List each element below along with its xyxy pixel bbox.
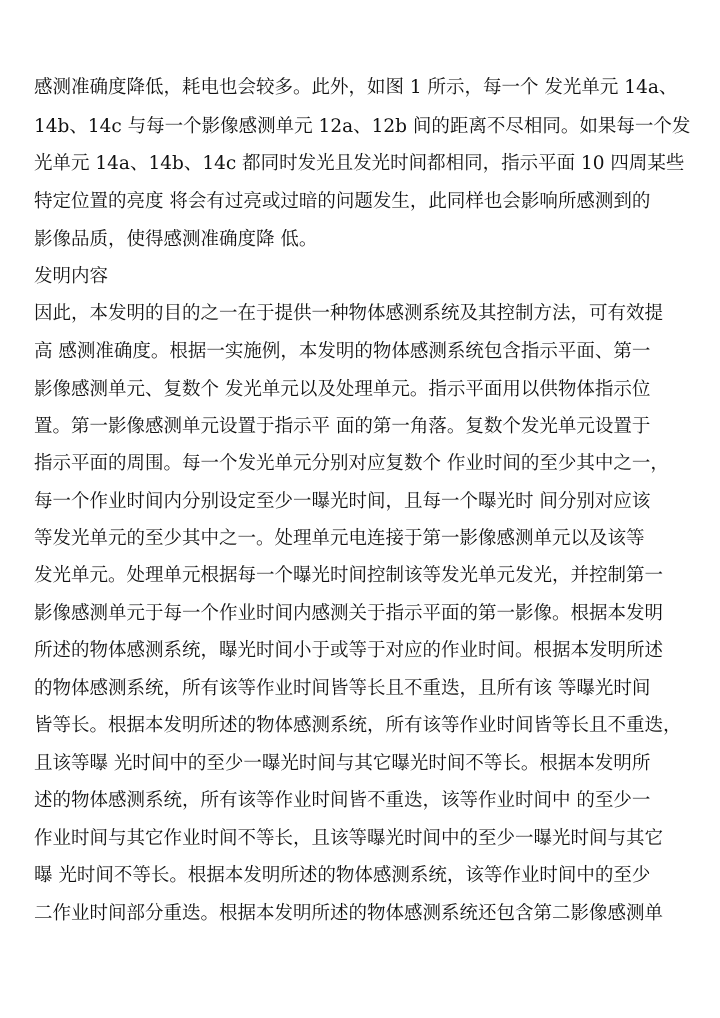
text-line-23: 二作业时间部分重迭。根据本发明所述的物体感测系统还包含第二影像感测单 [34, 903, 664, 924]
text-line-17: 的物体感测系统，所有该等作业时间皆等长且不重迭，且所有该 等曝光时间 [34, 678, 651, 699]
text-line-13: 等发光单元的至少其中之一。处理单元电连接于第一影像感测单元以及该等 [34, 528, 645, 549]
text-line-14: 发光单元。处理单元根据每一个曝光时间控制该等发光单元发光，并控制第一 [34, 565, 664, 586]
text-line-2: 14b、14c 与每一个影像感测单元 12a、12b 间的距离不尽相同。如果每一个发 [34, 116, 691, 137]
text-line-8: 高 感测准确度。根据一实施例，本发明的物体感测系统包含指示平面、第一 [34, 341, 651, 362]
text-line-5: 影像品质，使得感测准确度降 低。 [34, 229, 318, 250]
text-line-4: 特定位置的亮度 将会有过亮或过暗的问题发生，此同样也会影响所感测到的 [34, 191, 651, 212]
text-line-18: 皆等长。根据本发明所述的物体感测系统，所有该等作业时间皆等长且不重迭， [34, 715, 682, 736]
text-line-21: 作业时间与其它作业时间不等长，且该等曝光时间中的至少一曝光时间与其它 [34, 828, 664, 849]
text-line-9: 影像感测单元、复数个 发光单元以及处理单元。指示平面用以供物体指示位 [34, 379, 651, 400]
text-line-20: 述的物体感测系统，所有该等作业时间皆不重迭，该等作业时间中 的至少一 [34, 790, 651, 811]
text-line-10: 置。第一影像感测单元设置于指示平 面的第一角落。复数个发光单元设置于 [34, 416, 651, 437]
text-line-19: 且该等曝 光时间中的至少一曝光时间与其它曝光时间不等长。根据本发明所 [34, 753, 651, 774]
text-line-1: 感测准确度降低，耗电也会较多。此外，如图 1 所示，每一个 发光单元 14a、 [34, 77, 678, 98]
section-heading: 发明内容 [34, 266, 109, 287]
text-line-16: 所述的物体感测系统，曝光时间小于或等于对应的作业时间。根据本发明所述 [34, 640, 664, 661]
text-line-11: 指示平面的周围。每一个发光单元分别对应复数个 作业时间的至少其中之一， [34, 453, 669, 474]
text-line-3: 光单元 14a、14b、14c 都同时发光且发光时间都相同，指示平面 10 四周某些 [34, 153, 685, 174]
text-line-12: 每一个作业时间内分别设定至少一曝光时间，且每一个曝光时 间分别对应该 [34, 491, 651, 512]
text-line-7: 因此，本发明的目的之一在于提供一种物体感测系统及其控制方法，可有效提 [34, 303, 664, 324]
text-line-22: 曝 光时间不等长。根据本发明所述的物体感测系统，该等作业时间中的至少 [34, 865, 651, 886]
text-line-15: 影像感测单元于每一个作业时间内感测关于指示平面的第一影像。根据本发明 [34, 603, 664, 624]
